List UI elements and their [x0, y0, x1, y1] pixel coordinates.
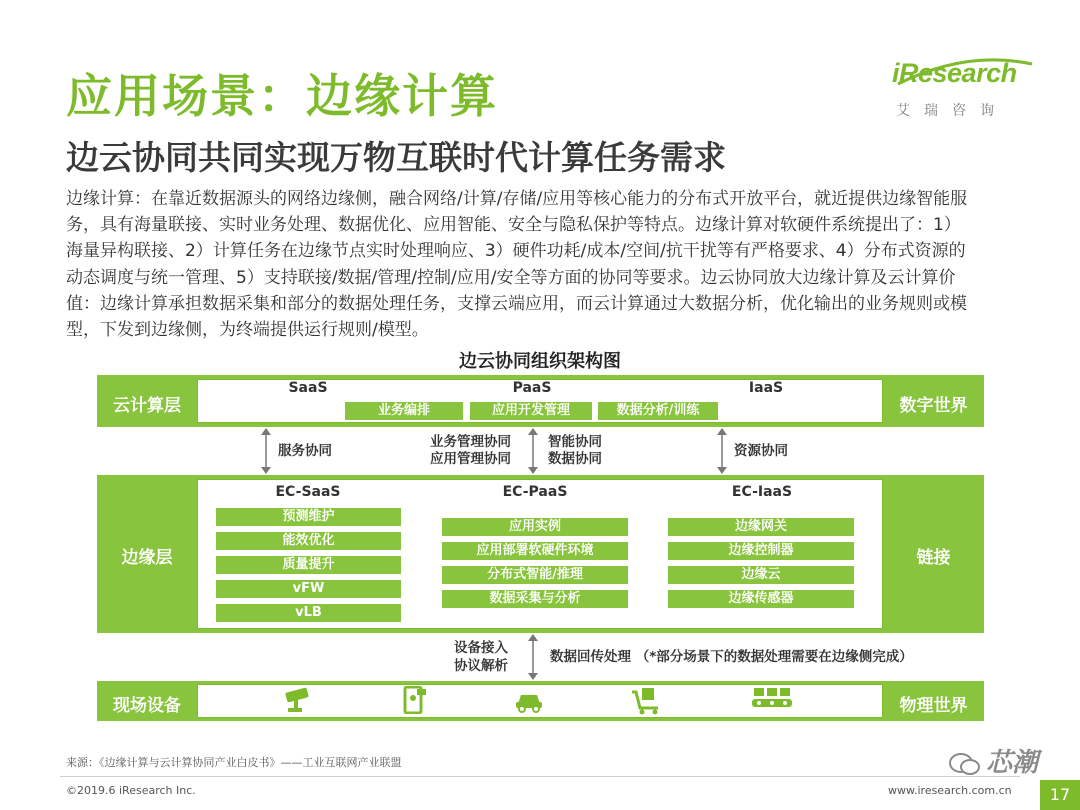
- data-backhaul-label: 数据回传处理 （*部分场景下的数据处理需要在边缘侧完成）: [550, 649, 913, 665]
- body-line: 型，下发到边缘侧，为终端提供运行规则/模型。: [66, 320, 429, 341]
- data-collection-chip: 数据采集与分析: [442, 590, 628, 608]
- edge-layer-label: 边缘层: [121, 548, 173, 568]
- link-label: 链接: [916, 548, 951, 568]
- website-link[interactable]: www.iresearch.com.cn: [888, 784, 1012, 797]
- edge-controller-chip: 边缘控制器: [668, 542, 854, 560]
- car-icon: [514, 686, 544, 714]
- phone-icon: [402, 686, 428, 714]
- distributed-inference-chip: 分布式智能/推理: [442, 566, 628, 584]
- page-title: 应用场景：边缘计算: [66, 69, 498, 123]
- logo-cn: 艾瑞咨询: [896, 103, 1008, 119]
- app-mgmt-sync-label: 应用管理协同: [430, 451, 511, 467]
- edge-cloud-chip: 边缘云: [668, 566, 854, 584]
- edge-gateway-chip: 边缘网关: [668, 518, 854, 536]
- cloud-layer-label: 云计算层: [113, 396, 181, 416]
- iaas-heading: IaaS: [748, 380, 784, 396]
- app-instance-chip: 应用实例: [442, 518, 628, 536]
- predictive-maintenance-chip: 预测维护: [216, 508, 401, 526]
- body-line: 边缘计算：在靠近数据源头的网络边缘侧，融合网络/计算/存储/应用等核心能力的分布式开放平台，就近提供边缘智能服: [66, 189, 968, 209]
- copyright: ©2019.6 iResearch Inc.: [66, 784, 196, 797]
- device-access-label: 设备接入: [454, 640, 508, 656]
- page-number: 17: [1040, 780, 1080, 810]
- data-sync-label: 数据协同: [548, 451, 602, 467]
- vfw-chip: vFW: [216, 580, 401, 598]
- arrow-device-data-icon: [527, 634, 539, 680]
- watermark: 芯潮: [986, 748, 1039, 778]
- app-dev-mgmt-chip: 应用开发管理: [470, 402, 592, 420]
- protocol-parse-label: 协议解析: [454, 658, 508, 674]
- page-subtitle: 边云协同共同实现万物互联时代计算任务需求: [66, 138, 726, 177]
- diagram-title: 边云协同组织架构图: [459, 351, 621, 372]
- ec-saas-heading: EC-SaaS: [275, 484, 341, 500]
- vlb-chip: vLB: [216, 604, 401, 622]
- arrow-resource-sync-icon: [716, 428, 728, 474]
- saas-heading: SaaS: [288, 380, 328, 396]
- wechat-icon: [948, 752, 982, 776]
- energy-optimization-chip: 能效优化: [216, 532, 401, 550]
- business-mgmt-sync-label: 业务管理协同: [430, 434, 511, 450]
- logo-word: iResearch: [892, 58, 1017, 88]
- edge-sensor-chip: 边缘传感器: [668, 590, 854, 608]
- field-devices-label: 现场设备: [113, 696, 181, 716]
- resource-sync-label: 资源协同: [734, 443, 788, 459]
- body-line: 动态调度与统一管理、5）支持联接/数据/管理/控制/应用/安全等方面的协同等要求。边云协同放大边缘计算及云计算价: [66, 267, 956, 288]
- camera-icon: [284, 686, 314, 714]
- body-paragraph: [66, 186, 1016, 343]
- app-deploy-env-chip: 应用部署软硬件环境: [442, 542, 628, 560]
- machine-icon: [752, 686, 792, 712]
- arrow-center-sync-icon: [527, 428, 539, 474]
- intelligence-sync-label: 智能协同: [548, 434, 602, 450]
- paas-heading: PaaS: [512, 380, 552, 396]
- body-line: 海量异构联接、2）计算任务在边缘节点实时处理响应、3）硬件功耗/成本/空间/抗干扰等有严格要求、4）分布式资源的: [66, 241, 966, 262]
- arrow-service-sync-icon: [260, 428, 272, 474]
- cart-icon: [630, 686, 662, 716]
- quality-improvement-chip: 质量提升: [216, 556, 401, 574]
- footer-divider: [60, 776, 1020, 777]
- data-analysis-chip: 数据分析/训练: [598, 402, 718, 420]
- physical-world-label: 物理世界: [899, 696, 968, 716]
- ec-iaas-heading: EC-IaaS: [731, 484, 793, 500]
- body-line: 值：边缘计算承担数据采集和部分的数据处理任务，支撑云端应用，而云计算通过大数据分析，优化输出的业务规则或模: [66, 293, 967, 314]
- source-note: 来源：《边缘计算与云计算协同产业白皮书》——工业互联网产业联盟: [66, 756, 402, 769]
- business-orchestration-chip: 业务编排: [345, 402, 463, 420]
- iresearch-logo: [892, 58, 1032, 120]
- body-line: 务，具有海量联接、实时业务处理、数据优化、应用智能、安全与隐私保护等特点。边缘计算对软硬件系统提出了：1）: [66, 215, 961, 236]
- digital-world-label: 数字世界: [899, 396, 968, 416]
- ec-paas-heading: EC-PaaS: [502, 484, 568, 500]
- service-sync-label: 服务协同: [278, 443, 332, 459]
